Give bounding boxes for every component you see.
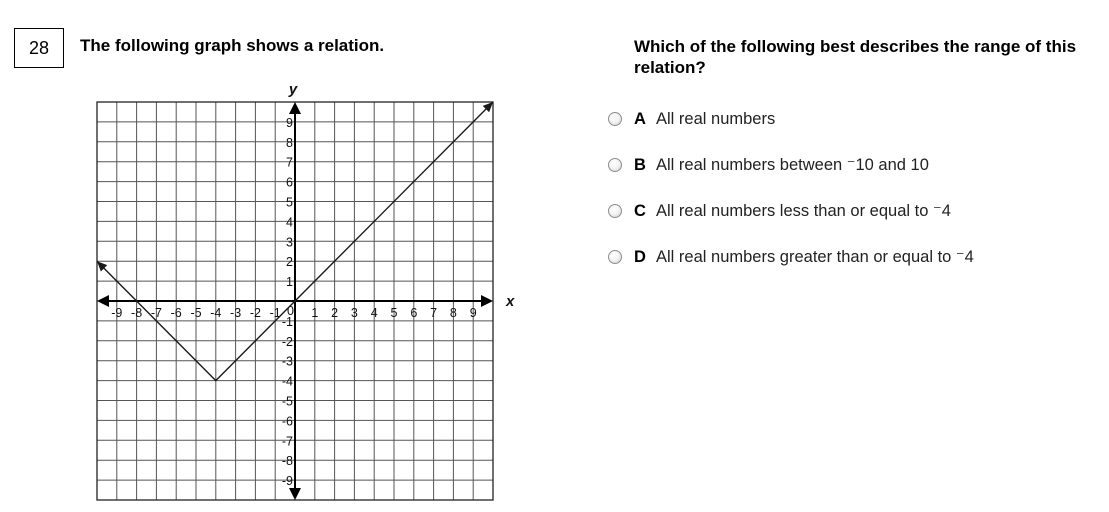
- y-tick-label: -3: [281, 354, 293, 369]
- x-tick-label: 6: [410, 306, 418, 320]
- x-tick-label: 8: [449, 306, 457, 320]
- x-tick-label: -6: [170, 306, 182, 320]
- x-tick-label: -4: [210, 306, 222, 320]
- option-letter: A: [634, 109, 646, 128]
- x-tick-label: 5: [390, 306, 398, 320]
- y-tick-label: 2: [286, 255, 293, 270]
- option-letter: C: [634, 201, 646, 220]
- y-tick-label: 1: [286, 275, 293, 290]
- y-tick-label: 6: [286, 175, 293, 190]
- y-tick-label: 8: [286, 135, 293, 150]
- x-tick-label: 7: [430, 306, 438, 320]
- x-axis-arrow-left: [97, 295, 109, 307]
- y-tick-label: -8: [281, 454, 293, 469]
- option-letter: B: [634, 155, 646, 174]
- question-text: Which of the following best describes the range of this relation?: [634, 37, 1077, 77]
- y-tick-label: -4: [281, 374, 293, 389]
- y-axis-label: y: [288, 81, 298, 98]
- y-tick-label: 4: [286, 215, 293, 230]
- option-text: All real numbers between ⁻10 and 10: [656, 156, 929, 174]
- x-tick-label: -7: [150, 306, 162, 320]
- option-text: All real numbers: [656, 109, 776, 128]
- x-tick-label: 2: [331, 306, 339, 320]
- x-tick-label: -5: [190, 306, 202, 320]
- x-tick-label: 3: [350, 306, 358, 320]
- x-tick-label: 9: [469, 306, 477, 320]
- y-tick-label: 7: [286, 155, 293, 170]
- y-tick-label: -9: [281, 474, 293, 489]
- x-tick-label: -8: [131, 306, 143, 320]
- y-tick-label: -2: [281, 334, 293, 349]
- prompt-text: The following graph shows a relation.: [80, 36, 385, 55]
- y-tick-label: 9: [286, 115, 293, 130]
- y-tick-label: -7: [281, 434, 293, 449]
- y-tick-label: -1: [281, 314, 293, 329]
- x-axis-label: x: [506, 293, 515, 310]
- question-number: 28: [14, 28, 64, 68]
- origin-label: 0: [287, 304, 294, 318]
- x-tick-label: 4: [370, 306, 378, 320]
- option-text: All real numbers less than or equal to ⁻4: [656, 202, 951, 220]
- x-axis-arrow-right: [481, 295, 493, 307]
- option-letter: D: [634, 247, 646, 266]
- x-tick-label: -1: [269, 306, 281, 320]
- option-text: All real numbers greater than or equal to ⁻4: [656, 248, 974, 266]
- y-axis-arrow-down: [289, 488, 301, 500]
- x-tick-label: -2: [249, 306, 261, 320]
- y-axis-arrow-up: [289, 102, 301, 114]
- x-tick-label: -9: [111, 306, 123, 320]
- y-tick-label: 5: [286, 195, 293, 210]
- y-tick-label: -5: [281, 394, 293, 409]
- x-tick-label: -3: [230, 306, 242, 320]
- x-tick-label: 1: [311, 306, 319, 320]
- y-tick-label: -6: [281, 414, 293, 429]
- y-tick-label: 3: [286, 235, 293, 250]
